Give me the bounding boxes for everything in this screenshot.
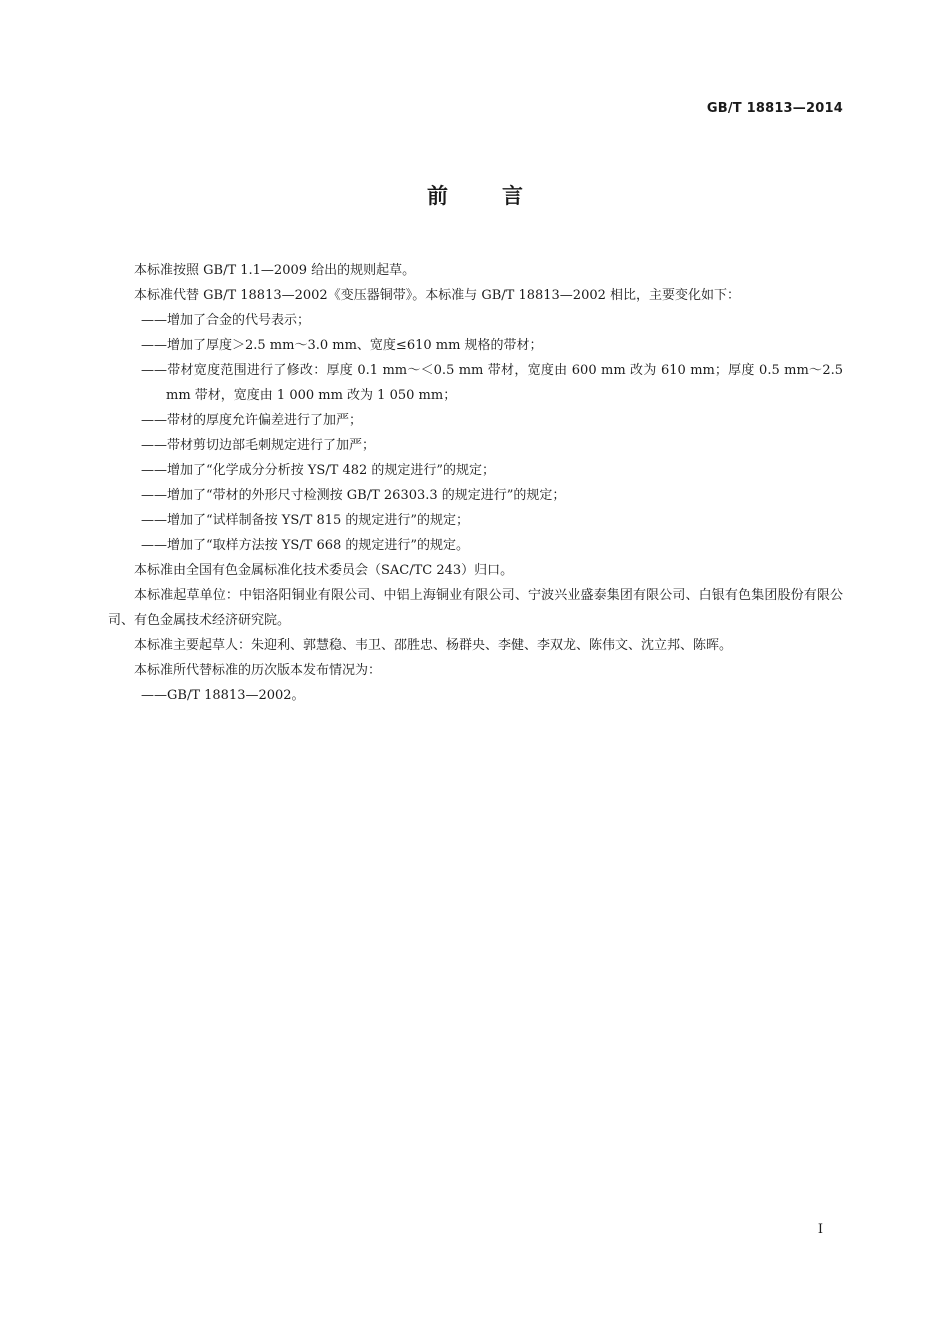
change-item: ——带材宽度范围进行了修改：厚度 0.1 mm～＜0.5 mm 带材，宽度由 600 mm 改为 610 mm；厚度 0.5 mm～2.5 mm 带材，宽度由 1 000 mm 改为 1 050 mm； <box>141 363 843 403</box>
paragraph-drafting-units: 本标准起草单位：中铝洛阳铜业有限公司、中铝上海铜业有限公司、宁波兴业盛泰集团有限公司、白银有色集团股份有限公司、有色金属技术经济研究院。 <box>108 588 843 628</box>
history-item: ——GB/T 18813—2002。 <box>141 688 305 703</box>
change-item: ——带材的厚度允许偏差进行了加严； <box>141 413 363 428</box>
change-item: ——增加了合金的代号表示； <box>141 313 311 328</box>
foreword-body <box>108 258 843 708</box>
change-item: ——增加了厚度＞2.5 mm～3.0 mm、宽度≤610 mm 规格的带材； <box>141 338 543 353</box>
change-item: ——增加了“化学成分分析按 YS/T 482 的规定进行”的规定； <box>141 463 496 478</box>
page-title: 前言 <box>427 184 577 208</box>
change-item: ——增加了“取样方法按 YS/T 668 的规定进行”的规定。 <box>141 538 470 553</box>
change-item: ——增加了“带材的外形尺寸检测按 GB/T 26303.3 的规定进行”的规定； <box>141 488 566 503</box>
paragraph-drafters: 本标准主要起草人：朱迎利、郭慧稳、韦卫、邵胜忠、杨群央、李健、李双龙、陈伟文、沈立邦、陈晖。 <box>134 638 733 653</box>
change-item: ——增加了“试样制备按 YS/T 815 的规定进行”的规定； <box>141 513 470 528</box>
paragraph-history-intro: 本标准所代替标准的历次版本发布情况为： <box>134 663 382 678</box>
change-item: ——带材剪切边部毛刺规定进行了加严； <box>141 438 376 453</box>
standard-number: GB/T 18813—2014 <box>706 101 843 116</box>
paragraph-drafting-rules: 本标准按照 GB/T 1.1—2009 给出的规则起草。 <box>134 263 416 278</box>
paragraph-replacement: 本标准代替 GB/T 18813—2002《变压器铜带》。本标准与 GB/T 18813—2002 相比，主要变化如下： <box>134 288 741 303</box>
page-number: I <box>817 1222 823 1237</box>
paragraph-committee: 本标准由全国有色金属标准化技术委员会（SAC/TC 243）归口。 <box>134 563 514 578</box>
